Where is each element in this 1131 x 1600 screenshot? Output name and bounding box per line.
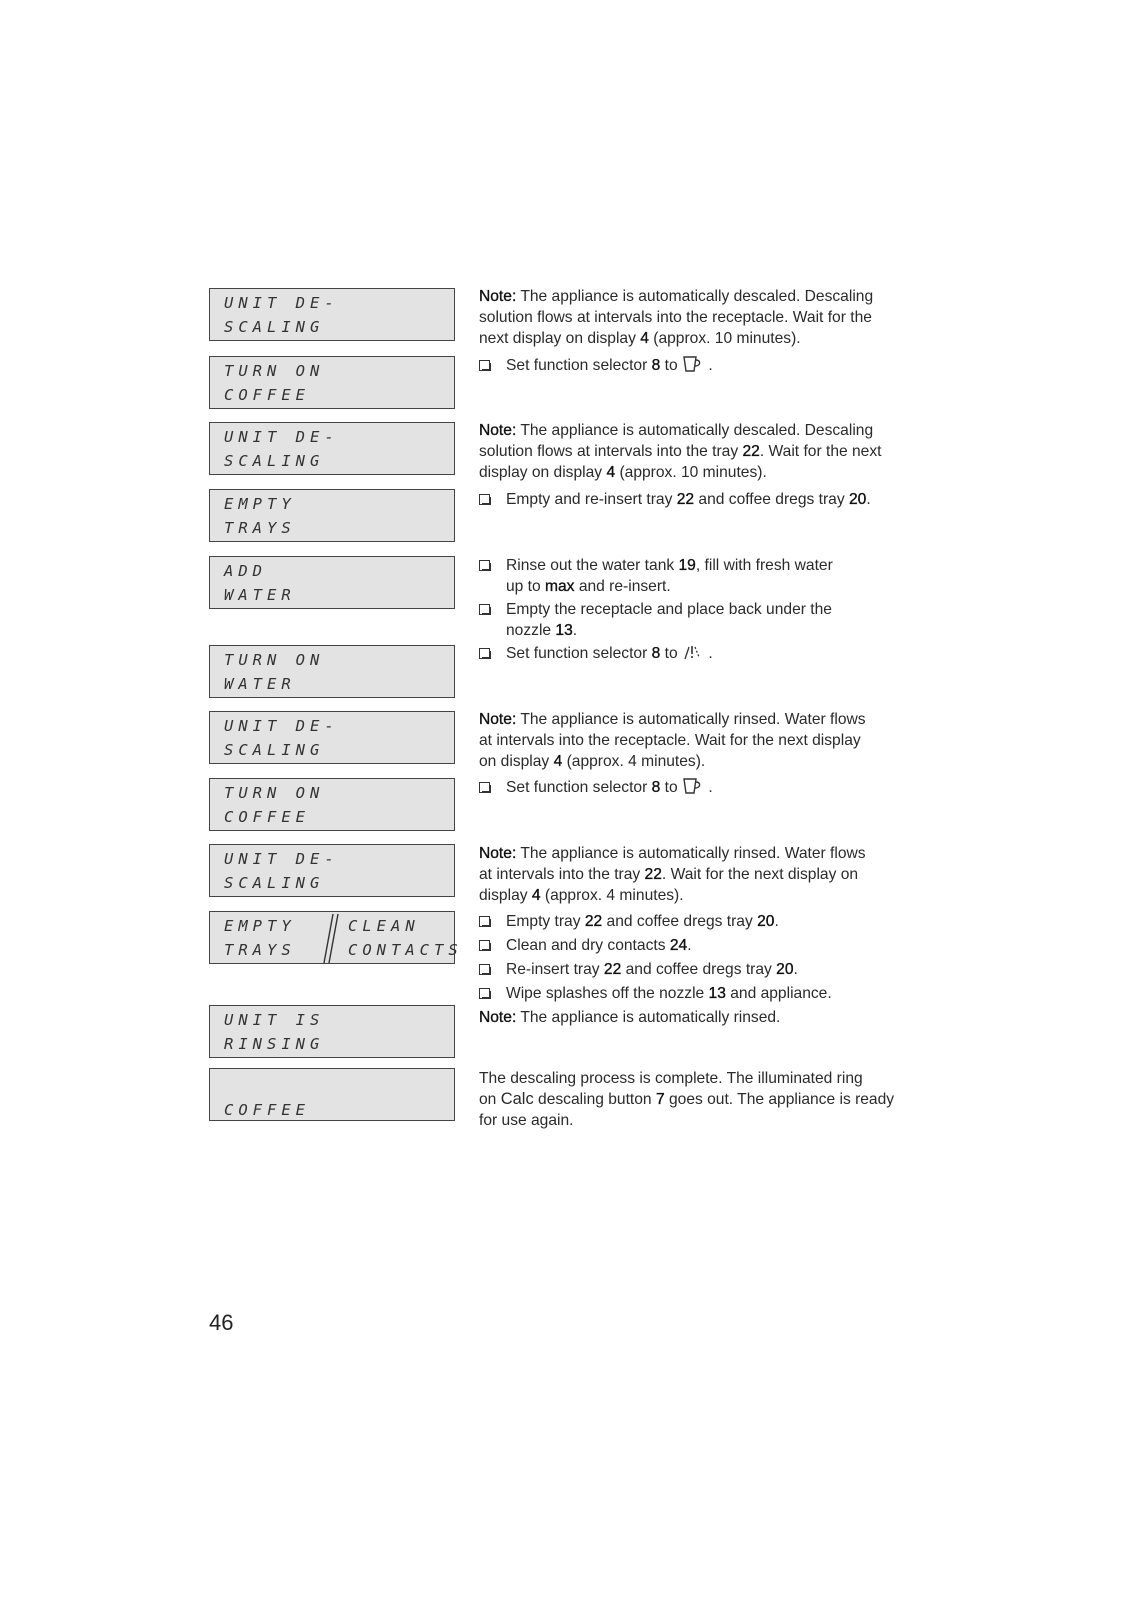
text: (approx. 4 minutes). <box>540 887 684 904</box>
display-line-1: UNIT DE- <box>224 850 339 868</box>
checkbox-bullet-icon <box>479 916 490 927</box>
ref-number: 4 <box>553 753 563 770</box>
text: to <box>660 357 682 374</box>
text: and coffee dregs tray <box>602 913 758 930</box>
ref-number: 22 <box>644 866 662 883</box>
ref-number: 20 <box>757 913 775 930</box>
text: on <box>479 1091 501 1108</box>
text: Clean and dry contacts <box>506 937 670 954</box>
display-line-1: ADD <box>224 562 267 580</box>
text: on display <box>479 753 554 770</box>
display-empty-trays-clean-contacts <box>209 911 463 964</box>
checkbox-bullet-icon <box>479 782 490 793</box>
note-label: Note: <box>479 1009 517 1026</box>
display-line-1: EMPTY <box>224 495 296 513</box>
text: nozzle <box>506 622 556 639</box>
text: Empty and re-insert tray <box>506 491 677 508</box>
note-rinsing-receptacle <box>479 709 919 772</box>
checkbox-bullet-icon <box>479 940 490 951</box>
ref-number: 22 <box>676 491 695 508</box>
ref-number: 8 <box>651 779 661 796</box>
text: Set function selector <box>506 779 652 796</box>
checkbox-bullet-icon <box>479 964 490 975</box>
display-line-1: TURN ON <box>224 362 325 380</box>
text: and appliance. <box>725 985 832 1002</box>
display-unit-descaling-3 <box>209 711 455 764</box>
text: at intervals into the tray <box>479 866 645 883</box>
text: (approx. 10 minutes). <box>615 464 767 481</box>
ref-number: 8 <box>651 645 661 662</box>
text: and coffee dregs tray <box>694 491 849 508</box>
text: display <box>479 887 532 904</box>
ref-number: 22 <box>603 961 622 978</box>
display-line-2: TRAYS <box>224 519 296 537</box>
text: (approx. 4 minutes). <box>562 753 706 770</box>
checkbox-bullet-icon <box>479 360 490 371</box>
text: , fill with fresh water <box>695 557 833 574</box>
display-line-2: SCALING <box>224 452 325 470</box>
display-line-1: UNIT DE- <box>224 294 339 312</box>
note-label: Note: <box>479 711 517 728</box>
display-line-1: EMPTY <box>224 917 296 935</box>
text: up to <box>506 578 546 595</box>
text: The appliance is automatically descaled. Descaling <box>520 288 874 305</box>
text: Rinse out the water tank <box>506 557 679 574</box>
display-coffee-ready <box>209 1068 455 1121</box>
display-line-2: SCALING <box>224 741 325 759</box>
text: solution flows at intervals into the tray <box>479 443 743 460</box>
text: Wipe splashes off the nozzle <box>506 985 709 1002</box>
display-right-line-2: CONTACTS <box>348 941 463 959</box>
note-rinsing-tray <box>479 843 919 906</box>
ref-number: 20 <box>776 961 794 978</box>
checkbox-bullet-icon <box>479 648 490 659</box>
display-turn-on-water <box>209 645 455 698</box>
text: and re-insert. <box>574 578 671 595</box>
display-right-line-1: CLEAN <box>348 917 420 935</box>
text: and coffee dregs tray <box>621 961 777 978</box>
text: at intervals into the receptacle. Wait for the next display <box>479 732 861 749</box>
alternating-separator-icon <box>318 912 342 965</box>
note-descaling-receptacle <box>479 286 919 349</box>
text: solution flows at intervals into the receptacle. Wait for the <box>479 309 872 326</box>
display-unit-rinsing <box>209 1005 455 1058</box>
text: . <box>687 937 692 954</box>
ref-number: 20 <box>848 491 867 508</box>
display-line-2: COFFEE <box>224 1101 310 1119</box>
display-line-1: TURN ON <box>224 651 325 669</box>
display-add-water <box>209 556 455 609</box>
ref-number: 13 <box>708 985 726 1002</box>
display-line-2: WATER <box>224 675 296 693</box>
display-unit-descaling-2 <box>209 422 455 475</box>
checkbox-bullet-icon <box>479 560 490 571</box>
text: (approx. 10 minutes). <box>648 330 801 347</box>
text: . <box>793 961 798 978</box>
ref-number: 24 <box>669 937 688 954</box>
text: . <box>572 622 578 639</box>
ref-number: 7 <box>655 1091 665 1108</box>
display-line-2: COFFEE <box>224 808 310 826</box>
display-line-2: COFFEE <box>224 386 310 404</box>
display-line-2: WATER <box>224 586 296 604</box>
ref-number: 22 <box>584 913 603 930</box>
ref-number: 19 <box>678 557 696 574</box>
note-descaling-tray <box>479 420 919 483</box>
checkbox-bullet-icon <box>479 988 490 999</box>
note-auto-rinsed <box>479 1007 919 1028</box>
text: The appliance is automatically rinsed. <box>520 1009 781 1026</box>
text: Empty the receptacle and place back under the <box>506 601 832 618</box>
display-unit-descaling-1 <box>209 288 455 341</box>
note-label: Note: <box>479 422 517 439</box>
display-turn-on-coffee-2 <box>209 778 455 831</box>
page-number: 46 <box>209 1310 234 1335</box>
text: The descaling process is complete. The illuminated ring <box>479 1070 863 1087</box>
ref-number: 4 <box>531 887 541 904</box>
text: The appliance is automatically rinsed. Water flows <box>520 711 866 728</box>
display-line-2: TRAYS <box>224 941 296 959</box>
text: . <box>774 913 779 930</box>
text: display on display <box>479 464 607 481</box>
text: Set function selector <box>506 357 652 374</box>
calc-button-label: Calc <box>500 1090 534 1108</box>
display-line-1: UNIT IS <box>224 1011 325 1029</box>
display-turn-on-coffee-1 <box>209 356 455 409</box>
text: . Wait for the next <box>759 443 882 460</box>
text: goes out. The appliance is ready <box>664 1091 895 1108</box>
max-label: max <box>545 578 575 595</box>
display-line-2: SCALING <box>224 318 325 336</box>
text: for use again. <box>479 1112 574 1129</box>
text: Re-insert tray <box>506 961 604 978</box>
ref-number: 8 <box>651 357 661 374</box>
checkbox-bullet-icon <box>479 604 490 615</box>
note-label: Note: <box>479 845 517 862</box>
display-line-2: SCALING <box>224 874 325 892</box>
display-line-2: RINSING <box>224 1035 325 1053</box>
text: to <box>660 645 682 662</box>
ref-number: 22 <box>742 443 760 460</box>
coffee-cup-icon <box>682 355 704 373</box>
text: The appliance is automatically rinsed. Water flows <box>520 845 866 862</box>
ref-number: 4 <box>606 464 616 481</box>
note-label: Note: <box>479 288 517 305</box>
text: . <box>866 491 871 508</box>
ref-number: 4 <box>640 330 649 347</box>
text: . Wait for the next display on <box>661 866 859 883</box>
display-unit-descaling-4 <box>209 844 455 897</box>
hot-water-icon <box>682 643 704 661</box>
display-empty-trays-1 <box>209 489 455 542</box>
text: next display on display <box>479 330 641 347</box>
text: to <box>660 779 682 796</box>
descaling-complete-text <box>479 1068 919 1131</box>
text: Set function selector <box>506 645 652 662</box>
checkbox-bullet-icon <box>479 494 490 505</box>
text: The appliance is automatically descaled. Descaling <box>520 422 874 439</box>
display-line-1: UNIT DE- <box>224 717 339 735</box>
coffee-cup-icon <box>682 777 704 795</box>
ref-number: 13 <box>555 622 573 639</box>
display-line-1: UNIT DE- <box>224 428 339 446</box>
text: descaling button <box>533 1091 656 1108</box>
display-line-1: TURN ON <box>224 784 325 802</box>
text: Empty tray <box>506 913 585 930</box>
